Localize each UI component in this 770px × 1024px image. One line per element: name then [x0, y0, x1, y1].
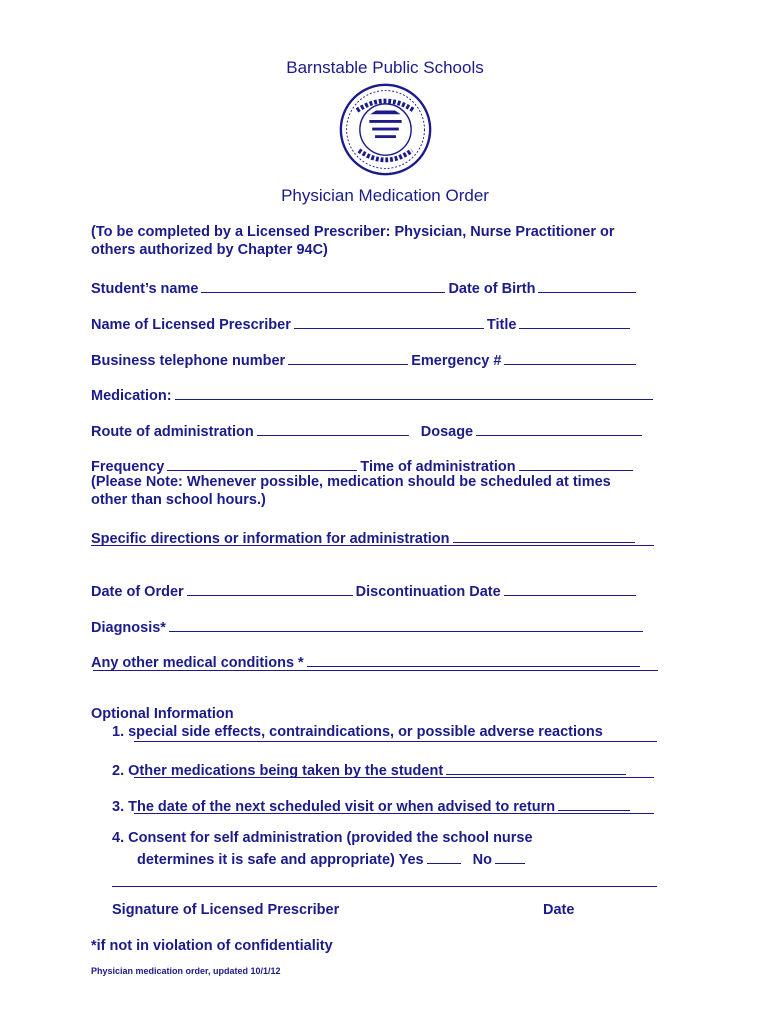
consent-no-label: No — [472, 852, 492, 868]
order-dates-row — [91, 581, 639, 600]
diagnosis-label: Diagnosis* — [91, 620, 166, 636]
specific-directions-field[interactable] — [453, 528, 635, 543]
prescriber-row — [91, 314, 633, 333]
directions-continuation-line[interactable] — [91, 545, 654, 546]
dosage-label: Dosage — [420, 424, 474, 440]
other-conditions-field[interactable] — [307, 652, 640, 667]
optional-heading: Optional Information — [91, 706, 234, 722]
dosage-field[interactable] — [476, 421, 642, 436]
student-name-field[interactable] — [201, 278, 445, 293]
emergency-field[interactable] — [504, 350, 636, 365]
signature-date-label: Date — [543, 902, 575, 918]
date-of-birth-label: Date of Birth — [448, 281, 536, 297]
prescriber-name-label: Name of Licensed Prescriber — [91, 317, 291, 333]
time-of-admin-label: Time of administration — [360, 459, 516, 475]
signature-label: Signature of Licensed Prescriber — [112, 902, 340, 918]
student-name-label: Student’s name — [91, 281, 199, 297]
route-row — [91, 421, 645, 440]
confidentiality-note: *if not in violation of confidentiality — [91, 938, 333, 954]
item-2-continuation-line[interactable] — [134, 777, 654, 778]
consent-no-field[interactable] — [495, 849, 525, 864]
intro-line-2: others authorized by Chapter 94C) — [91, 242, 328, 258]
item-3-continuation-line[interactable] — [134, 813, 654, 814]
optional-item-4a: 4. Consent for self administration (provided the school nurse — [112, 830, 533, 846]
student-name-row — [91, 278, 639, 297]
title-field[interactable] — [519, 314, 630, 329]
conditions-continuation-line[interactable] — [93, 670, 658, 671]
conditions-row — [91, 652, 643, 671]
intro-line-1: (To be completed by a Licensed Prescriber: Physician, Nurse Practitioner or — [91, 224, 615, 240]
diagnosis-field[interactable] — [169, 617, 643, 632]
town-seal-icon — [338, 82, 433, 177]
frequency-field[interactable] — [167, 456, 357, 471]
signature-line[interactable] — [112, 886, 657, 887]
route-label: Route of administration — [91, 424, 254, 440]
time-of-admin-field[interactable] — [519, 456, 633, 471]
discontinuation-label: Discontinuation Date — [355, 584, 501, 600]
optional-item-3: 3. The date of the next scheduled visit or when advised to return — [112, 799, 556, 815]
form-title: Physician Medication Order — [281, 186, 489, 205]
school-name: Barnstable Public Schools — [286, 58, 484, 77]
item-2-field[interactable] — [446, 760, 626, 775]
date-of-birth-field[interactable] — [538, 278, 636, 293]
consent-yes-label: determines it is safe and appropriate) Yes — [137, 852, 424, 868]
frequency-label: Frequency — [91, 459, 165, 475]
business-phone-field[interactable] — [288, 350, 408, 365]
other-conditions-label: Any other medical conditions * — [91, 655, 304, 671]
route-field[interactable] — [257, 421, 409, 436]
title-label: Title — [486, 317, 517, 333]
optional-item-1: 1. special side effects, contraindications, or possible adverse reactions — [112, 724, 603, 740]
discontinuation-field[interactable] — [504, 581, 636, 596]
medication-label: Medication: — [91, 388, 172, 404]
medication-field[interactable] — [175, 385, 653, 400]
date-of-order-field[interactable] — [187, 581, 353, 596]
note-line-1: (Please Note: Whenever possible, medication should be scheduled at times — [91, 474, 611, 490]
frequency-row — [91, 456, 636, 475]
phone-row — [91, 350, 639, 369]
date-of-order-label: Date of Order — [91, 584, 184, 600]
consent-yes-field[interactable] — [427, 849, 461, 864]
item-3-field[interactable] — [558, 796, 630, 811]
optional-item-4b-row — [137, 849, 528, 868]
item-1-field[interactable] — [134, 741, 657, 742]
business-phone-label: Business telephone number — [91, 353, 286, 369]
specific-directions-label: Specific directions or information for administration — [91, 531, 450, 547]
note-line-2: other than school hours.) — [91, 492, 266, 508]
diagnosis-row — [91, 617, 646, 636]
medication-row — [91, 385, 656, 404]
optional-item-2: 2. Other medications being taken by the student — [112, 763, 444, 779]
prescriber-name-field[interactable] — [294, 314, 484, 329]
footer-note: Physician medication order, updated 10/1/12 — [91, 966, 281, 976]
emergency-label: Emergency # — [411, 353, 502, 369]
